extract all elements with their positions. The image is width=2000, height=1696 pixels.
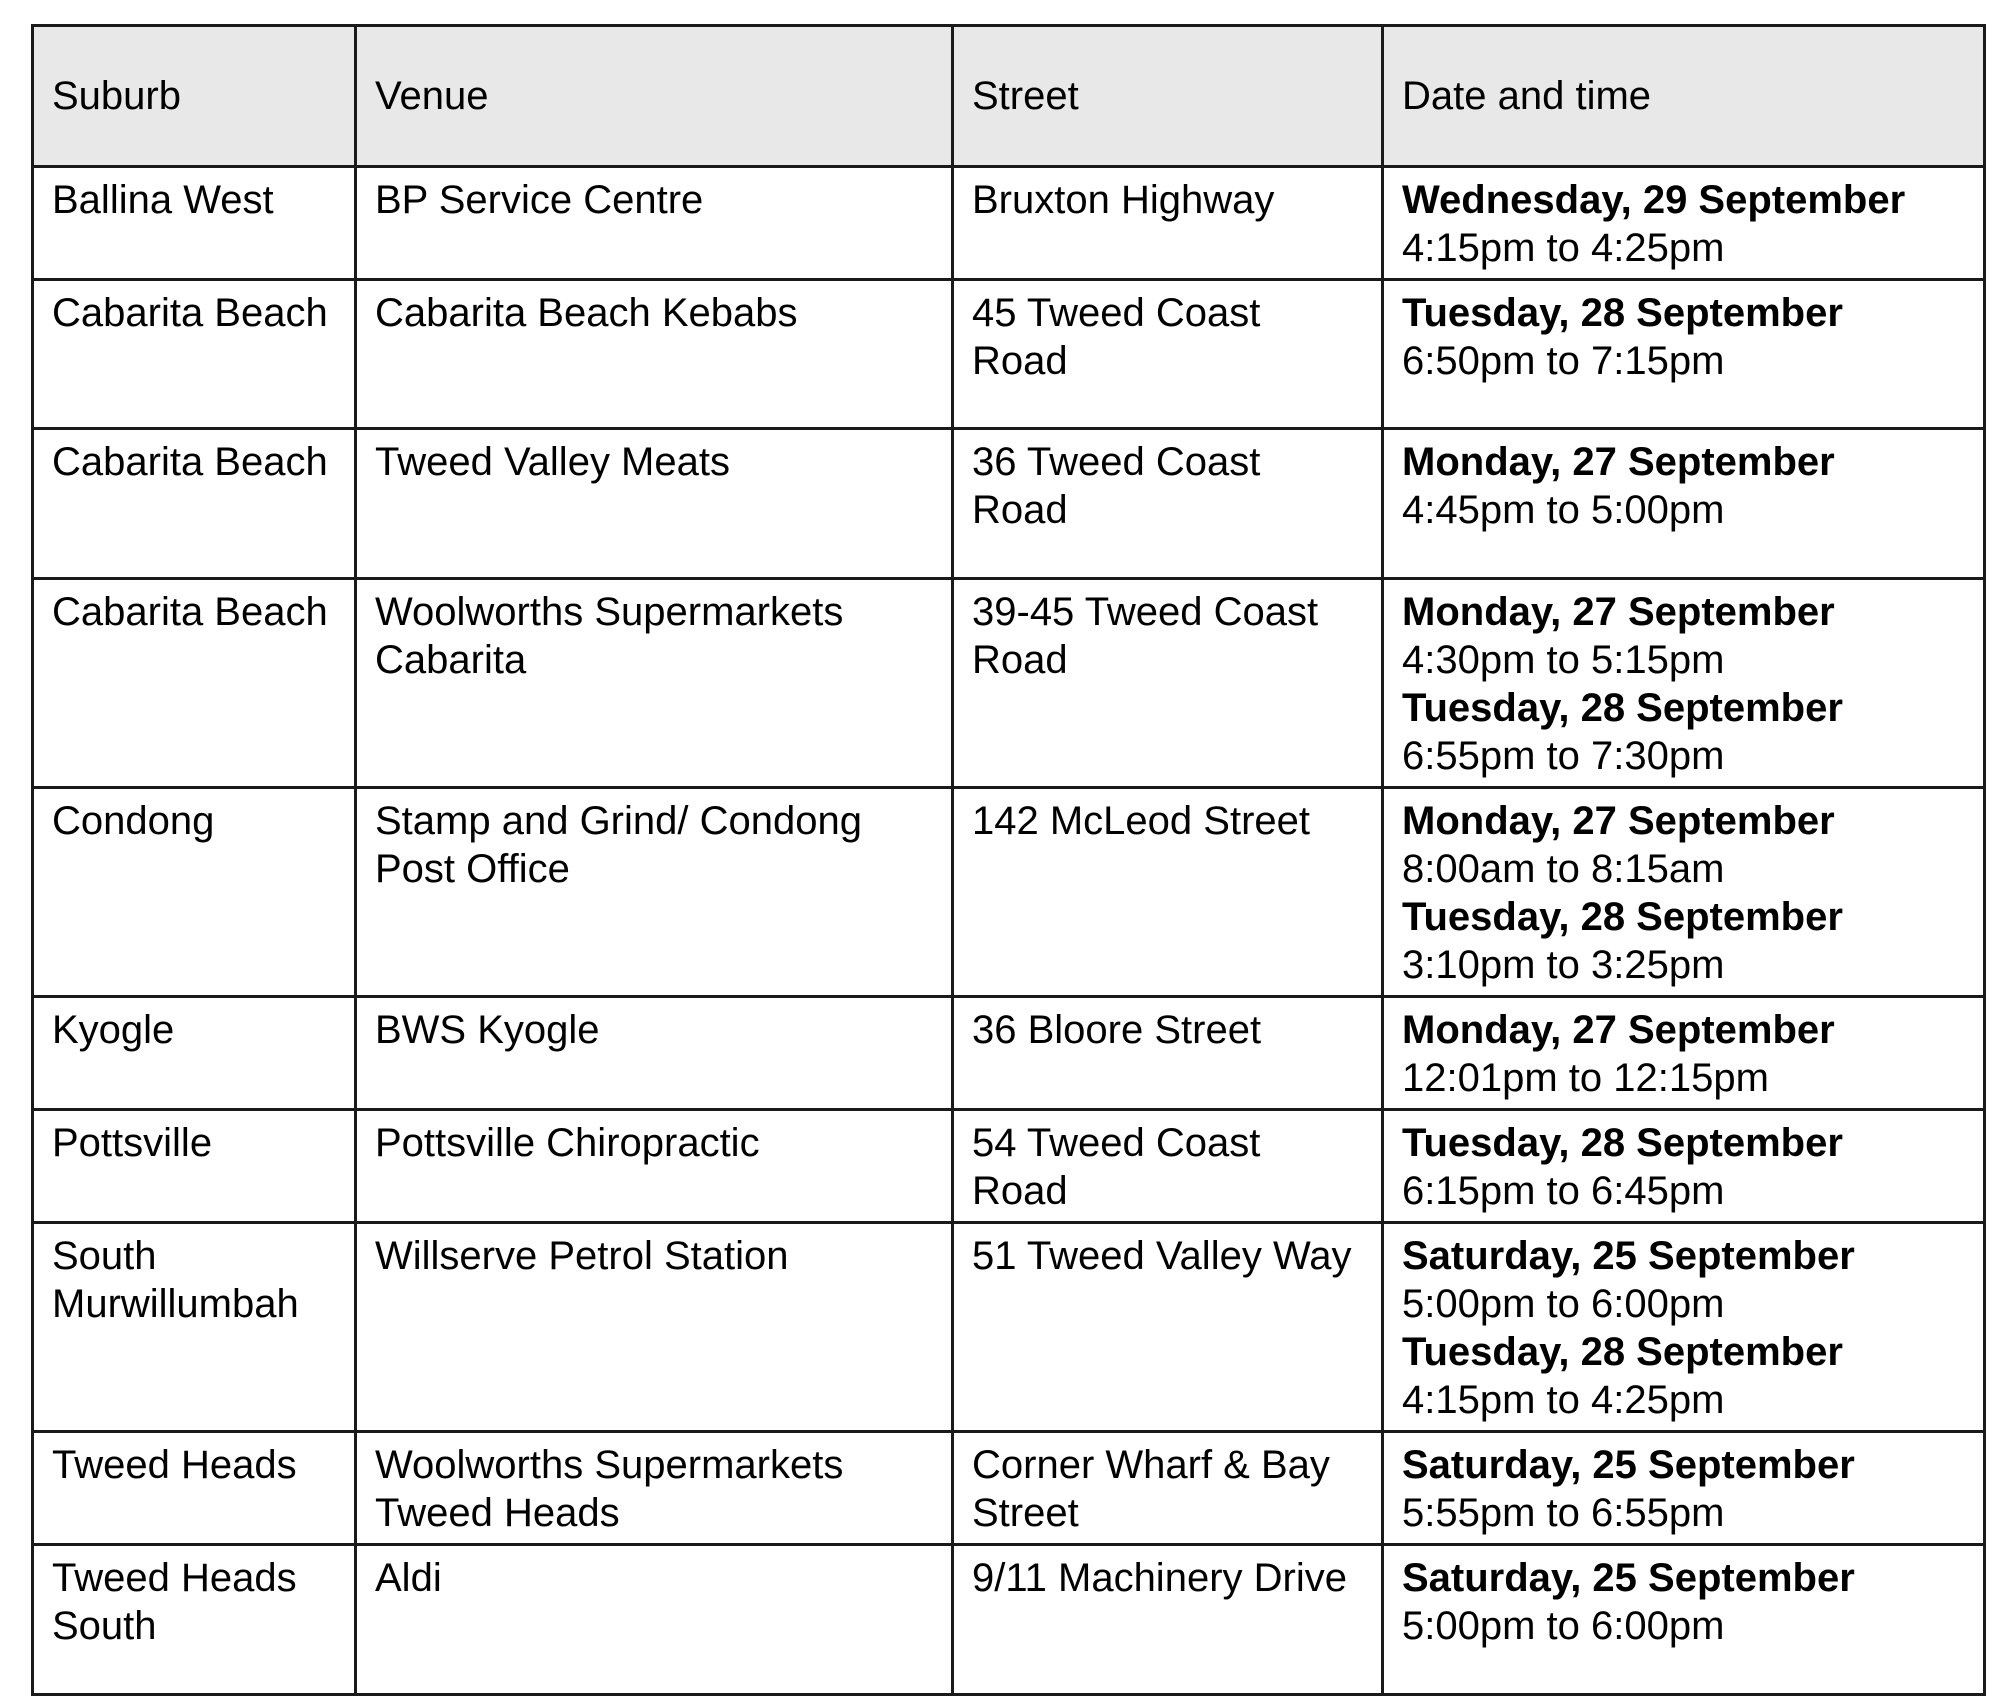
slot-date: Tuesday, 28 September bbox=[1402, 895, 1843, 939]
cell-suburb: Kyogle bbox=[33, 997, 356, 1110]
cell-street: 142 McLeod Street bbox=[953, 788, 1383, 997]
slot-time: 4:15pm to 4:25pm bbox=[1402, 226, 1725, 270]
cell-street: Corner Wharf & Bay Street bbox=[953, 1432, 1383, 1545]
cell-venue: BP Service Centre bbox=[356, 167, 953, 280]
table-row bbox=[33, 788, 1985, 997]
cell-venue: Woolworths Supermarkets Cabarita bbox=[356, 579, 953, 788]
table-row bbox=[33, 167, 1985, 280]
cell-suburb: Ballina West bbox=[33, 167, 356, 280]
cell-venue: Woolworths Supermarkets Tweed Heads bbox=[356, 1432, 953, 1545]
slot-time: 6:55pm to 7:30pm bbox=[1402, 734, 1725, 778]
table-row bbox=[33, 1110, 1985, 1223]
cell-venue: Cabarita Beach Kebabs bbox=[356, 280, 953, 429]
header-suburb: Suburb bbox=[33, 26, 356, 167]
slot-date: Monday, 27 September bbox=[1402, 590, 1835, 634]
cell-street: 36 Bloore Street bbox=[953, 997, 1383, 1110]
slot-date: Monday, 27 September bbox=[1402, 1008, 1835, 1052]
header-row bbox=[33, 26, 1985, 167]
cell-datetime bbox=[1383, 1545, 1985, 1695]
cell-street: 39-45 Tweed Coast Road bbox=[953, 579, 1383, 788]
cell-datetime bbox=[1383, 788, 1985, 997]
slot-date: Tuesday, 28 September bbox=[1402, 1121, 1843, 1165]
cell-venue: Tweed Valley Meats bbox=[356, 429, 953, 579]
cell-datetime bbox=[1383, 1432, 1985, 1545]
cell-venue: BWS Kyogle bbox=[356, 997, 953, 1110]
cell-datetime bbox=[1383, 997, 1985, 1110]
slot-date: Saturday, 25 September bbox=[1402, 1556, 1855, 1600]
cell-street: 45 Tweed Coast Road bbox=[953, 280, 1383, 429]
slot-date: Tuesday, 28 September bbox=[1402, 1330, 1843, 1374]
cell-suburb: Tweed Heads bbox=[33, 1432, 356, 1545]
cell-suburb: Tweed Heads South bbox=[33, 1545, 356, 1695]
slot-time: 5:55pm to 6:55pm bbox=[1402, 1491, 1725, 1535]
slot-date: Tuesday, 28 September bbox=[1402, 686, 1843, 730]
slot-time: 4:45pm to 5:00pm bbox=[1402, 488, 1725, 532]
slot-date: Wednesday, 29 September bbox=[1402, 178, 1906, 222]
slot-date: Saturday, 25 September bbox=[1402, 1234, 1855, 1278]
cell-suburb: South Murwillumbah bbox=[33, 1223, 356, 1432]
slot-time: 8:00am to 8:15am bbox=[1402, 847, 1725, 891]
header-datetime: Date and time bbox=[1383, 26, 1985, 167]
table-row bbox=[33, 280, 1985, 429]
slot-time: 3:10pm to 3:25pm bbox=[1402, 943, 1725, 987]
table-row bbox=[33, 1545, 1985, 1695]
cell-street: 51 Tweed Valley Way bbox=[953, 1223, 1383, 1432]
slot-date: Tuesday, 28 September bbox=[1402, 291, 1843, 335]
slot-date: Monday, 27 September bbox=[1402, 799, 1835, 843]
venue-table bbox=[31, 24, 1986, 1696]
slot-time: 4:30pm to 5:15pm bbox=[1402, 638, 1725, 682]
header-venue: Venue bbox=[356, 26, 953, 167]
cell-datetime bbox=[1383, 167, 1985, 280]
slot-time: 6:15pm to 6:45pm bbox=[1402, 1169, 1725, 1213]
table-row bbox=[33, 579, 1985, 788]
slot-date: Saturday, 25 September bbox=[1402, 1443, 1855, 1487]
cell-venue: Willserve Petrol Station bbox=[356, 1223, 953, 1432]
cell-suburb: Cabarita Beach bbox=[33, 280, 356, 429]
slot-time: 5:00pm to 6:00pm bbox=[1402, 1604, 1725, 1648]
cell-datetime bbox=[1383, 280, 1985, 429]
table-body bbox=[33, 167, 1985, 1695]
cell-datetime bbox=[1383, 579, 1985, 788]
slot-time: 5:00pm to 6:00pm bbox=[1402, 1282, 1725, 1326]
cell-datetime bbox=[1383, 429, 1985, 579]
cell-venue: Stamp and Grind/ Condong Post Office bbox=[356, 788, 953, 997]
cell-venue: Aldi bbox=[356, 1545, 953, 1695]
slot-time: 6:50pm to 7:15pm bbox=[1402, 339, 1725, 383]
cell-street: 36 Tweed Coast Road bbox=[953, 429, 1383, 579]
slot-time: 12:01pm to 12:15pm bbox=[1402, 1056, 1769, 1100]
slot-time: 4:15pm to 4:25pm bbox=[1402, 1378, 1725, 1422]
header-street: Street bbox=[953, 26, 1383, 167]
cell-suburb: Pottsville bbox=[33, 1110, 356, 1223]
cell-datetime bbox=[1383, 1110, 1985, 1223]
table-row bbox=[33, 1432, 1985, 1545]
table-header bbox=[33, 26, 1985, 167]
cell-suburb: Cabarita Beach bbox=[33, 579, 356, 788]
cell-street: 54 Tweed Coast Road bbox=[953, 1110, 1383, 1223]
table-row bbox=[33, 1223, 1985, 1432]
cell-street: 9/11 Machinery Drive bbox=[953, 1545, 1383, 1695]
table-row bbox=[33, 429, 1985, 579]
cell-suburb: Cabarita Beach bbox=[33, 429, 356, 579]
cell-suburb: Condong bbox=[33, 788, 356, 997]
cell-street: Bruxton Highway bbox=[953, 167, 1383, 280]
cell-venue: Pottsville Chiropractic bbox=[356, 1110, 953, 1223]
slot-date: Monday, 27 September bbox=[1402, 440, 1835, 484]
table-row bbox=[33, 997, 1985, 1110]
cell-datetime bbox=[1383, 1223, 1985, 1432]
